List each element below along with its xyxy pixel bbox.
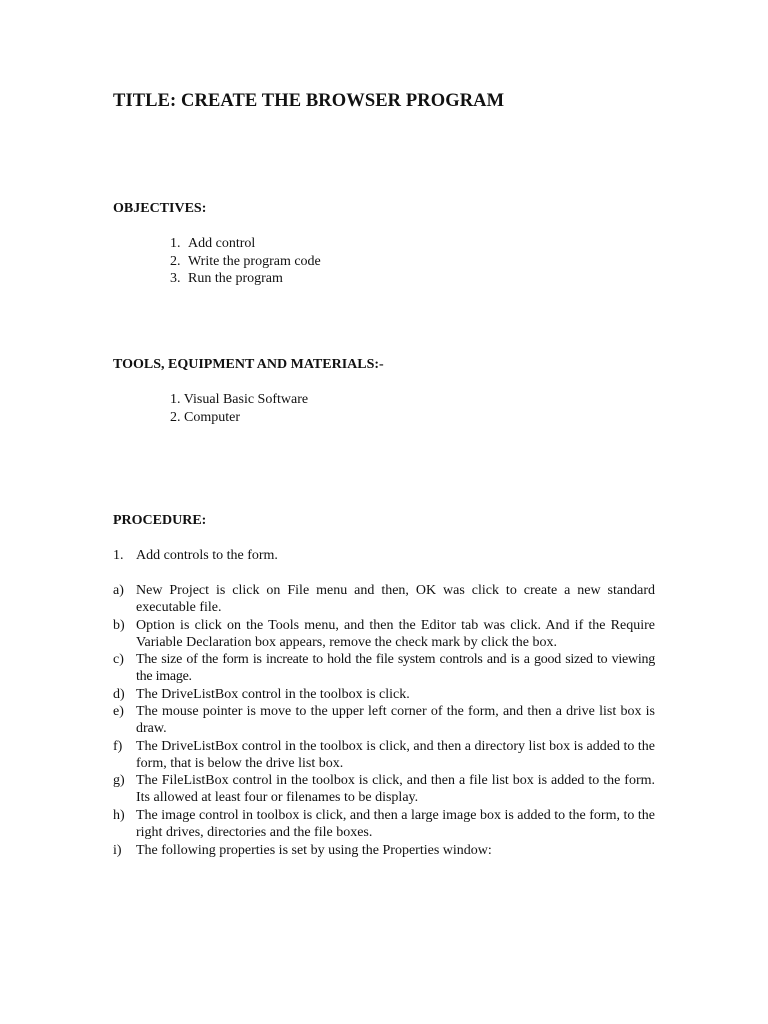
step-text: Option is click on the Tools menu, and then the Editor tab was click. And if the Require Variable Declaration box appears, remove the check mark by click the box. bbox=[136, 618, 655, 651]
objective-number: 3. bbox=[170, 271, 181, 286]
step-text: The image control in toolbox is click, and then a large image box is added to the form, to the right drives, directories and the file boxes. bbox=[136, 808, 655, 841]
step-marker: e) bbox=[113, 704, 124, 719]
step-marker: c) bbox=[113, 652, 124, 667]
objective-text: Run the program bbox=[188, 271, 283, 286]
step-text: The DriveListBox control in the toolbox is click, and then a directory list box is added to the form, that is below the drive list box. bbox=[136, 739, 655, 772]
step-text: The DriveListBox control in the toolbox is click. bbox=[136, 687, 410, 702]
tools-heading: TOOLS, EQUIPMENT AND MATERIALS:- bbox=[113, 357, 384, 372]
step-text: The FileListBox control in the toolbox is click, and then a file list box is added to the form. Its allowed at least four or filenames to be display. bbox=[136, 773, 655, 806]
objectives-heading: OBJECTIVES: bbox=[113, 201, 207, 216]
step-text: The size of the form is increate to hold the file system controls and is a good sized to viewing the image. bbox=[136, 652, 655, 685]
procedure-heading: PROCEDURE: bbox=[113, 513, 207, 528]
step-text: New Project is click on File menu and then, OK was click to create a new standard executable file. bbox=[136, 583, 655, 616]
step-marker: h) bbox=[113, 808, 125, 823]
procedure-step-number: 1. bbox=[113, 548, 124, 563]
tool-item: 1. Visual Basic Software bbox=[170, 392, 309, 407]
step-marker: a) bbox=[113, 583, 124, 598]
step-marker: b) bbox=[113, 618, 125, 633]
objective-number: 2. bbox=[170, 254, 181, 269]
step-marker: d) bbox=[113, 687, 125, 702]
objective-number: 1. bbox=[170, 236, 181, 251]
step-text: The following properties is set by using the Properties window: bbox=[136, 843, 492, 858]
step-marker: i) bbox=[113, 843, 122, 858]
step-marker: g) bbox=[113, 773, 125, 788]
step-text: The mouse pointer is move to the upper left corner of the form, and then a drive list box is draw. bbox=[136, 704, 655, 737]
tool-item: 2. Computer bbox=[170, 410, 240, 425]
page-title: TITLE: CREATE THE BROWSER PROGRAM bbox=[113, 91, 505, 111]
objective-item bbox=[170, 270, 283, 287]
procedure-step-text: Add controls to the form. bbox=[136, 548, 278, 563]
objective-text: Add control bbox=[188, 236, 256, 251]
step-marker: f) bbox=[113, 739, 123, 754]
objective-item bbox=[170, 235, 255, 252]
objective-item bbox=[170, 253, 321, 270]
objective-text: Write the program code bbox=[188, 254, 321, 269]
